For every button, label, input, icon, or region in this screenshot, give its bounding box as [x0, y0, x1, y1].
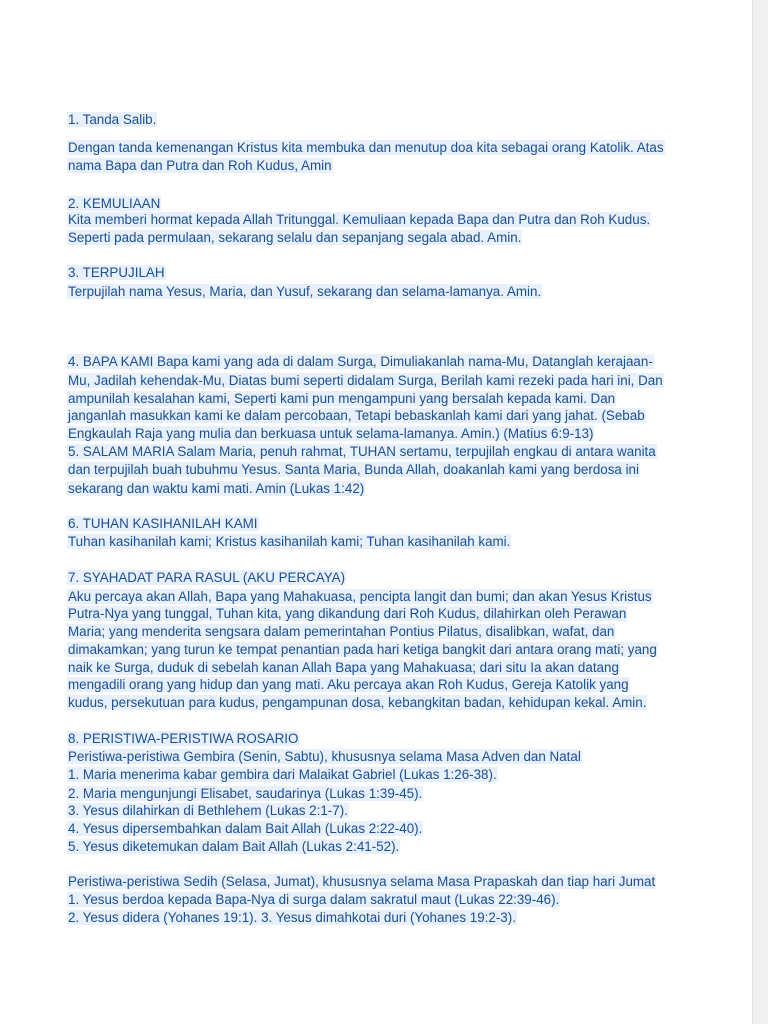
heading-syahadat: 7. SYAHADAT PARA RASUL (AKU PERCAYA)	[68, 570, 346, 585]
paragraph-line: sekarang dan waktu kami mati. Amin (Lukas 1:42)	[68, 481, 365, 496]
heading-terpujilah: 3. TERPUJILAH	[68, 265, 165, 280]
paragraph-line: Kita memberi hormat kepada Allah Tritunggal. Kemuliaan kepada Bapa dan Putra dan Roh Kudus.	[68, 212, 651, 227]
paragraph-line: Peristiwa-peristiwa Sedih (Selasa, Jumat), khususnya selama Masa Prapaskah dan tiap hari Jumat	[68, 874, 656, 889]
paragraph-line: Peristiwa-peristiwa Gembira (Senin, Sabtu), khususnya selama Masa Adven dan Natal	[68, 749, 581, 764]
heading-peristiwa-rosario: 8. PERISTIWA-PERISTIWA ROSARIO	[68, 731, 299, 746]
paragraph-line: Tuhan kasihanilah kami; Kristus kasihanilah kami; Tuhan kasihanilah kami.	[68, 534, 511, 549]
paragraph-line: janganlah masukkan kami ke dalam percobaan, Tetapi bebaskanlah kami dari yang jahat. (Sebab	[68, 408, 645, 423]
paragraph-line: Engkaulah Raja yang mulia dan berkuasa untuk selama-lamanya. Amin.) (Matius 6:9-13)	[68, 426, 594, 441]
paragraph-line: kudus, persekutuan para kudus, pengampunan dosa, kebangkitan badan, kehidupan kekal. Amin.	[68, 695, 647, 710]
paragraph-line: dan terpujilah buah tubuhmu Yesus. Santa Maria, Bunda Allah, doakanlah kami yang berdosa ini	[68, 462, 639, 477]
paragraph-line: Mu, Jadilah kehendak-Mu, Diatas bumi seperti didalam Surga, Berilah kami rezeki pada hari ini, Dan	[68, 373, 663, 388]
paragraph-line: Dengan tanda kemenangan Kristus kita membuka dan menutup doa kita sebagai orang Katolik. Atas	[68, 140, 664, 155]
paragraph-line: naik ke Surga, duduk di sebelah kanan Allah Bapa yang Mahakuasa; dari situ Ia akan datang	[68, 660, 619, 675]
paragraph-line: Terpujilah nama Yesus, Maria, dan Yusuf, sekarang dan selama-lamanya. Amin.	[68, 284, 542, 299]
page-edge-gutter	[752, 0, 768, 1024]
list-item: 1. Yesus berdoa kepada Bapa-Nya di surga dalam sakratul maut (Lukas 22:39-46).	[68, 892, 560, 907]
list-item: 2. Maria mengunjungi Elisabet, saudarinya (Lukas 1:39-45).	[68, 786, 423, 801]
paragraph-line: nama Bapa dan Putra dan Roh Kudus, Amin	[68, 158, 332, 173]
paragraph-line: dimakamkan; yang turun ke tempat penantian pada hari ketiga bangkit dari antara orang mati; yang	[68, 642, 657, 657]
paragraph-line: Aku percaya akan Allah, Bapa yang Mahakuasa, pencipta langit dan bumi; dan akan Yesus Kristus	[68, 589, 652, 604]
heading-tuhan-kasihanilah: 6. TUHAN KASIHANILAH KAMI	[68, 516, 258, 531]
paragraph-line: Maria; yang menderita sengsara dalam pemerintahan Pontius Pilatus, disalibkan, wafat, dan	[68, 624, 615, 639]
paragraph-line: Seperti pada permulaan, sekarang selalu dan sepanjang segala abad. Amin.	[68, 230, 522, 245]
paragraph-line: Putra-Nya yang tunggal, Tuhan kita, yang dikandung dari Roh Kudus, dilahirkan oleh Perawan	[68, 606, 627, 621]
heading-kemuliaan: 2. KEMULIAAN	[68, 196, 161, 211]
paragraph-line: ampunilah kesalahan kami, Seperti kami pun mengampuni yang bersalah kepada kami. Dan	[68, 391, 616, 406]
heading-bapa-kami: 4. BAPA KAMI Bapa kami yang ada di dalam Surga, Dimuliakanlah nama-Mu, Datanglah kerajaan-	[68, 354, 653, 369]
list-item: 3. Yesus dilahirkan di Bethlehem (Lukas 2:1-7).	[68, 803, 348, 818]
list-item: 4. Yesus dipersembahkan dalam Bait Allah (Lukas 2:22-40).	[68, 821, 423, 836]
heading-tanda-salib: 1. Tanda Salib.	[68, 112, 157, 127]
heading-salam-maria: 5. SALAM MARIA Salam Maria, penuh rahmat, TUHAN sertamu, terpujilah engkau di antara wanita	[68, 444, 656, 459]
list-item: 5. Yesus diketemukan dalam Bait Allah (Lukas 2:41-52).	[68, 839, 400, 854]
list-item: 2. Yesus didera (Yohanes 19:1). 3. Yesus dimahkotai duri (Yohanes 19:2-3).	[68, 910, 516, 925]
paragraph-line: mengadili orang yang hidup dan yang mati. Aku percaya akan Roh Kudus, Gereja Katolik yang	[68, 677, 629, 692]
list-item: 1. Maria menerima kabar gembira dari Malaikat Gabriel (Lukas 1:26-38).	[68, 767, 497, 782]
